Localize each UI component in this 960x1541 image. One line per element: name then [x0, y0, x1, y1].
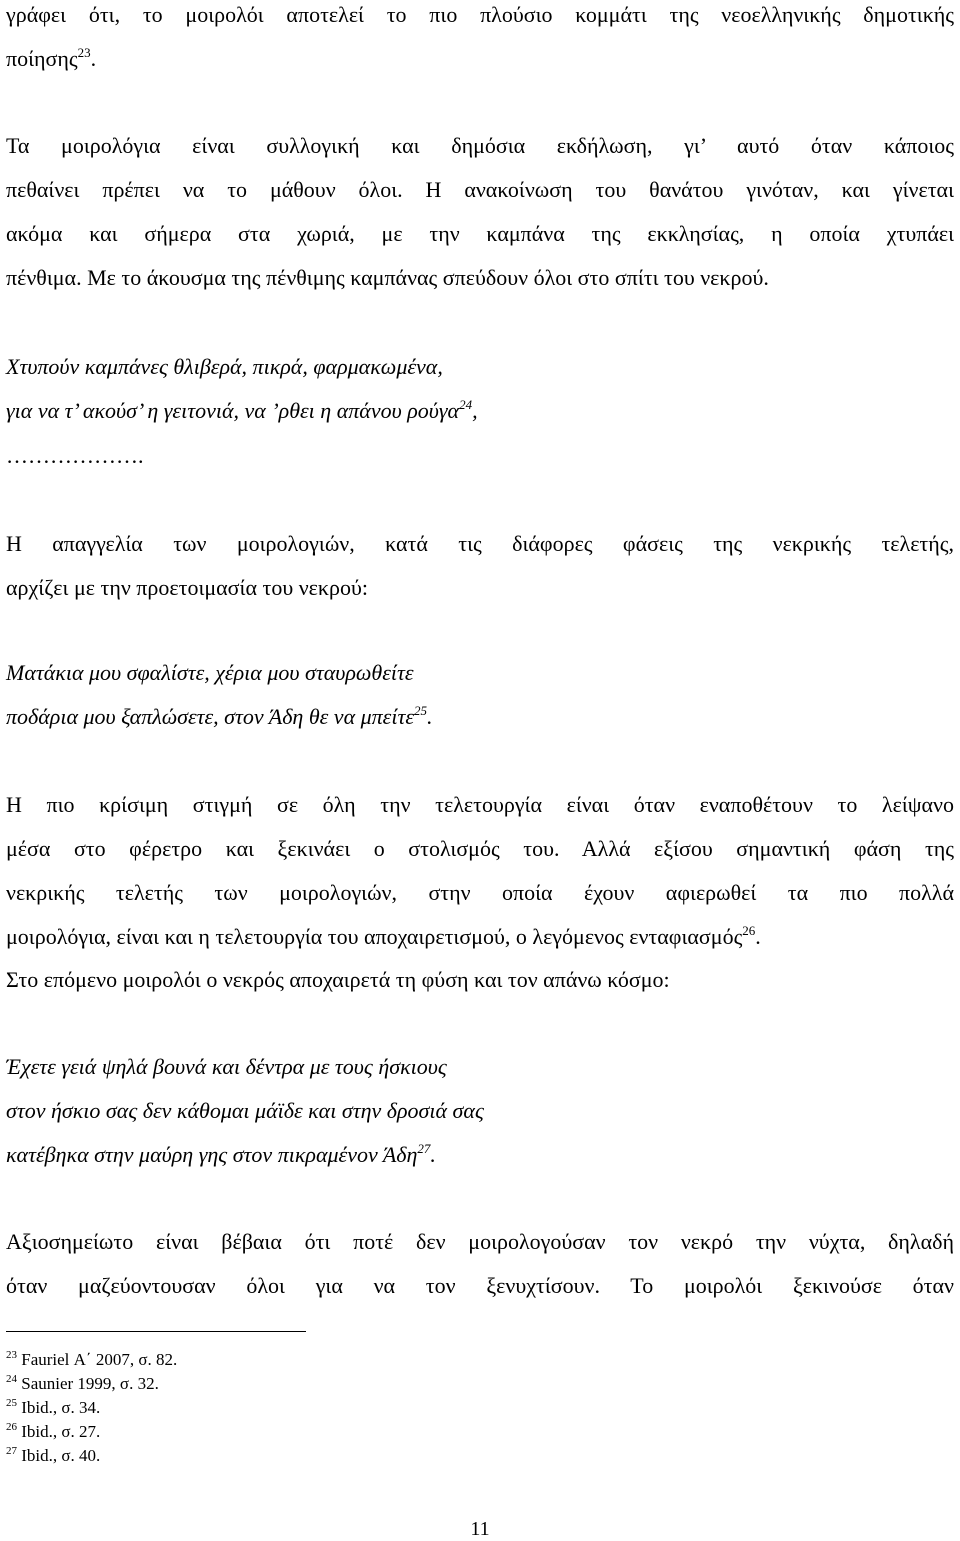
text-fragment: .	[755, 924, 761, 949]
body-text-line: γράφει ότι, το μοιρολόι αποτελεί το πιο πλούσιο κομμάτι της νεοελληνικής δημοτικής	[6, 2, 954, 27]
body-text-line: νεκρικής τελετής των μοιρολογιών, στην οποία έχουν αφιερωθεί τα πιο πολλά	[6, 880, 954, 905]
verse-line: Ματάκια μου σφαλίστε, χέρια μου σταυρωθείτε	[6, 660, 414, 685]
footnote-number: 23	[6, 1349, 17, 1361]
text-fragment: .	[90, 46, 97, 71]
footnote-number: 27	[6, 1445, 17, 1457]
verse-line: Χτυπούν καμπάνες θλιβερά, πικρά, φαρμακωμένα,	[6, 354, 443, 379]
footnote	[6, 1374, 159, 1394]
footnote-number: 25	[6, 1397, 17, 1409]
body-text-line: όταν μαζεύοντουσαν όλοι για να τον ξενυχτίσουν. Το μοιρολόι ξεκινούσε όταν	[6, 1273, 954, 1298]
footnote	[6, 1446, 100, 1466]
footnote-ref: 23	[77, 45, 91, 60]
text-fragment: .	[430, 1142, 436, 1167]
footnote-number: 26	[6, 1421, 17, 1433]
verse-line	[6, 704, 954, 730]
footnote-number: 24	[6, 1373, 17, 1385]
footnote-divider	[6, 1331, 306, 1332]
ellipsis-line: ……………….	[6, 443, 144, 468]
body-text-line: πένθιμα. Με το άκουσμα της πένθιμης καμπάνας σπεύδουν όλοι στο σπίτι του νεκρού.	[6, 265, 769, 290]
body-text-line: μέσα στο φέρετρο και ξεκινάει ο στολισμός του. Αλλά εξίσου σημαντική φάση της	[6, 836, 954, 861]
footnote	[6, 1398, 100, 1418]
verse-line: Έχετε γειά ψηλά βουνά και δέντρα με τους ήσκιους	[6, 1054, 447, 1079]
text-fragment: ποδάρια μου ξαπλώσετε, στον Άδη θε να μπείτε	[6, 704, 415, 729]
verse-line	[6, 1142, 954, 1168]
footnote	[6, 1350, 177, 1370]
footnote-text: Ibid., σ. 34.	[21, 1398, 101, 1417]
body-text-line: Στο επόμενο μοιρολόι ο νεκρός αποχαιρετά τη φύση και τον απάνω κόσμο:	[6, 967, 670, 992]
footnote-text: Fauriel Α΄ 2007, σ. 82.	[21, 1350, 178, 1369]
body-text-line: Τα μοιρολόγια είναι συλλογική και δημόσια εκδήλωση, γι’ αυτό όταν κάποιος	[6, 133, 954, 158]
verse-line	[6, 398, 954, 424]
footnote-ref: 26	[742, 923, 756, 938]
footnote-text: Ibid., σ. 40.	[21, 1446, 101, 1465]
body-text-line: Η απαγγελία των μοιρολογιών, κατά τις διάφορες φάσεις της νεκρικής τελετής,	[6, 531, 954, 556]
verse-line: στον ήσκιο σας δεν κάθομαι μάϊδε και στην δροσιά σας	[6, 1098, 484, 1123]
body-text-line	[6, 924, 954, 950]
text-fragment: μοιρολόγια, είναι και η τελετουργία του αποχαιρετισμού, ο λεγόμενος ενταφιασμός	[6, 924, 743, 949]
text-fragment: για να τ’ ακούσ’ η γειτονιά, να ’ρθει η απάνου ρούγα	[6, 398, 460, 423]
body-text-line	[6, 46, 954, 72]
page-number: 11	[470, 1518, 490, 1540]
body-text-line: Αξιοσημείωτο είναι βέβαια ότι ποτέ δεν μοιρολογούσαν τον νεκρό την νύχτα, δηλαδή	[6, 1229, 954, 1254]
footnote-ref: 25	[414, 703, 428, 718]
footnote	[6, 1422, 100, 1442]
footnote-ref: 24	[459, 397, 473, 412]
footnote-ref: 27	[417, 1141, 431, 1156]
text-fragment: κατέβηκα στην μαύρη γης στον πικραμένον Άδη	[6, 1142, 418, 1167]
body-text-line: ακόμα και σήμερα στα χωριά, με την καμπάνα της εκκλησίας, η οποία χτυπάει	[6, 221, 954, 246]
text-fragment: ποίησης	[6, 46, 78, 71]
body-text-line: πεθαίνει πρέπει να το μάθουν όλοι. Η ανακοίνωση του θανάτου γινόταν, και γίνεται	[6, 177, 954, 202]
footnote-text: Saunier 1999, σ. 32.	[21, 1374, 159, 1393]
text-fragment: ,	[472, 398, 478, 423]
body-text-line: αρχίζει με την προετοιμασία του νεκρού:	[6, 575, 368, 600]
footnote-text: Ibid., σ. 27.	[21, 1422, 101, 1441]
body-text-line: Η πιο κρίσιμη στιγμή σε όλη την τελετουργία είναι όταν εναποθέτουν το λείψανο	[6, 792, 954, 817]
text-fragment: .	[427, 704, 433, 729]
